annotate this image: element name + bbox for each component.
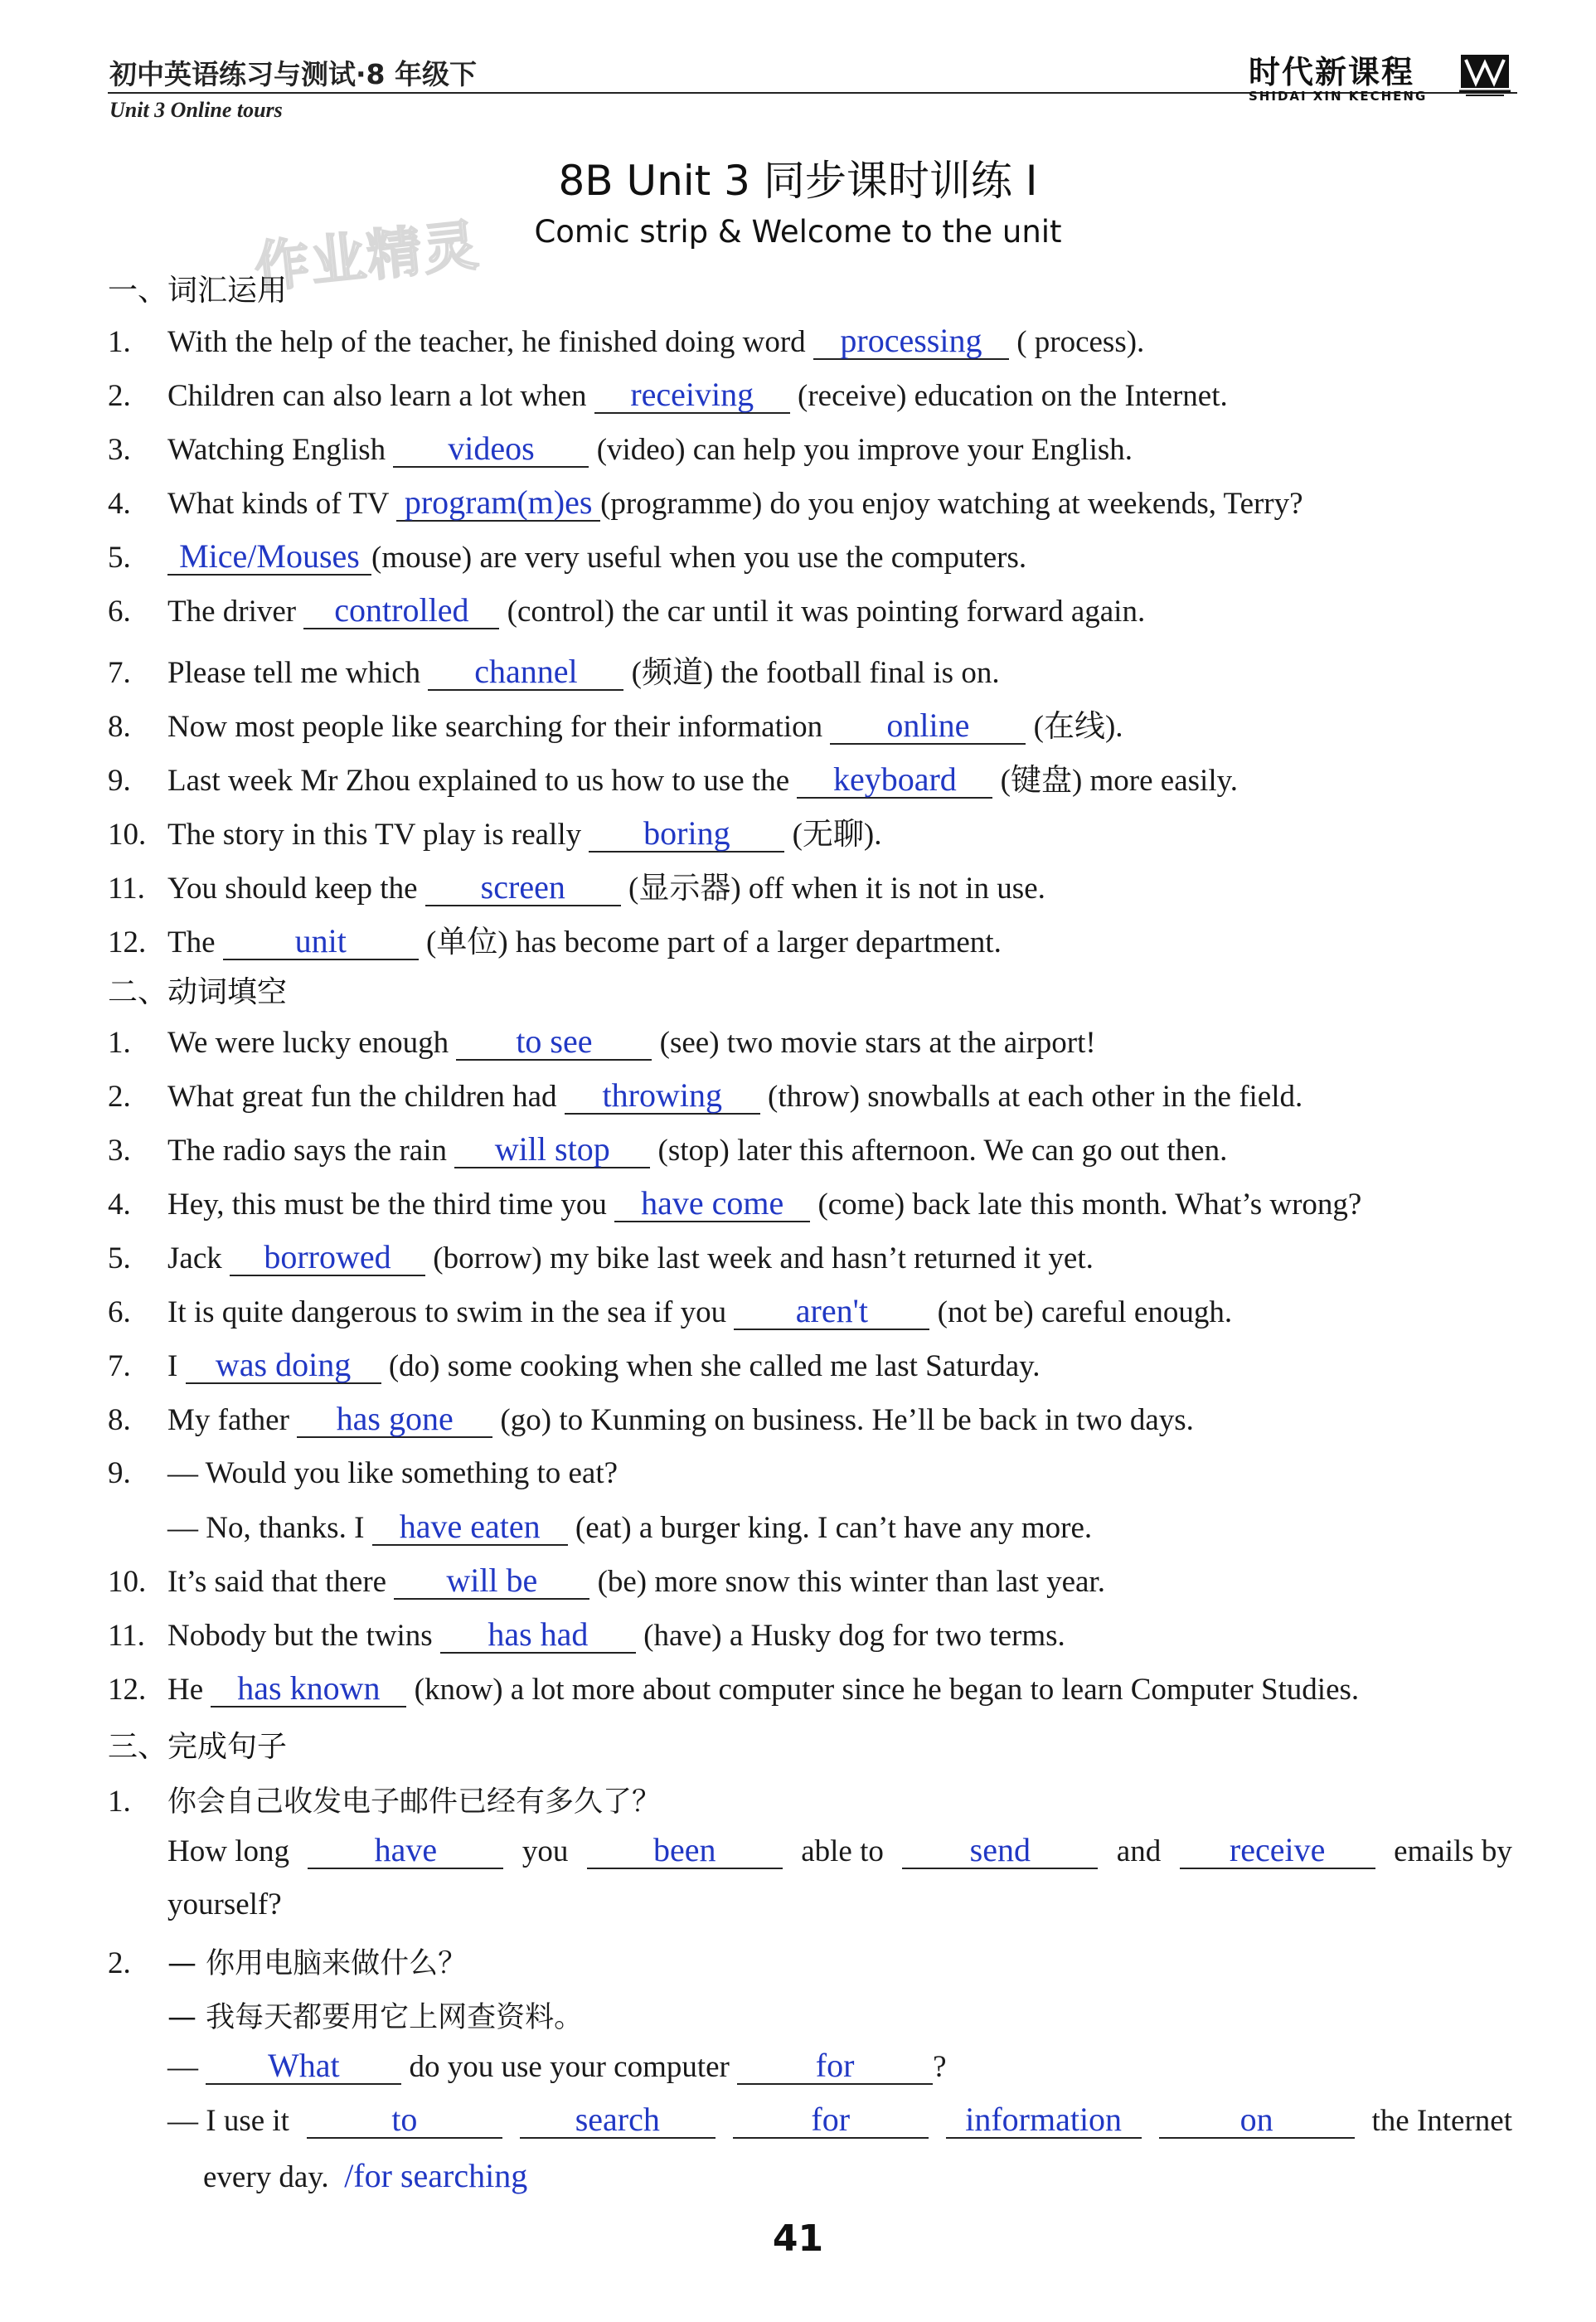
exercise-line xyxy=(108,1941,467,1982)
item-number: 10. xyxy=(108,818,147,852)
item-number: 4. xyxy=(108,1188,131,1222)
exercise-line xyxy=(108,1294,1232,1330)
section-heading-complete-sentences: 三、完成句子 xyxy=(108,1730,288,1764)
sentence-text: able to xyxy=(801,1834,884,1868)
brand-logo xyxy=(1249,46,1514,104)
sentence-text: The story in this TV play is really xyxy=(167,818,589,852)
sentence-text: (显示器) off when it is not in use. xyxy=(620,872,1045,906)
section-heading-verb-fill: 二、动词填空 xyxy=(108,975,288,1009)
item-number: 9. xyxy=(108,1456,131,1490)
sentence-text: (频道) the football final is on. xyxy=(623,656,1000,690)
answer-blank[interactable]: for xyxy=(733,2102,929,2139)
sentence-text: Please tell me which xyxy=(167,656,429,690)
answer-blank[interactable]: controlled xyxy=(303,593,499,629)
answer-blank[interactable]: boring xyxy=(589,816,784,853)
answer-blank[interactable]: Mice/Mouses xyxy=(167,539,371,576)
sentence-text: (throw) snowballs at each other in the field. xyxy=(759,1080,1303,1114)
item-number: 2. xyxy=(108,1946,131,1980)
exercise-line xyxy=(167,1833,1512,1869)
answer-blank[interactable]: was doing xyxy=(186,1348,381,1384)
answer-blank[interactable]: for xyxy=(737,2048,933,2085)
sentence-text: — I use it xyxy=(167,2104,289,2138)
exercise-line xyxy=(108,1240,1094,1276)
sentence-text: Now most people like searching for their information xyxy=(167,710,831,744)
exercise-line xyxy=(108,862,1045,907)
item-number: 9. xyxy=(108,764,131,798)
exercise-line xyxy=(108,593,1145,629)
exercise-line xyxy=(108,1186,1361,1222)
sentence-text: It’s said that there xyxy=(167,1565,395,1599)
sentence-text: The xyxy=(167,925,223,959)
unit-label: Unit 3 Online tours xyxy=(109,98,283,122)
item-number: 2. xyxy=(108,1080,131,1114)
sentence-text: the Internet xyxy=(1371,2104,1512,2138)
answer-blank[interactable]: have xyxy=(308,1833,503,1869)
exercise-line xyxy=(108,1348,1041,1384)
sentence-text: (not be) careful enough. xyxy=(929,1295,1233,1329)
exercise-line xyxy=(108,1617,1065,1654)
page-subtitle: Comic strip & Welcome to the unit xyxy=(534,214,1062,250)
answer-blank[interactable]: videos xyxy=(393,431,589,468)
answer-blank[interactable]: has had xyxy=(440,1617,636,1654)
answer-blank[interactable]: online xyxy=(830,708,1026,745)
sentence-text: (do) some cooking when she called me last Saturday. xyxy=(381,1349,1041,1383)
exercise-line xyxy=(203,2156,527,2195)
sentence-text: yourself? xyxy=(167,1887,282,1921)
sentence-text: (go) to Kunming on business. He’ll be back in two days. xyxy=(492,1403,1194,1437)
item-number: 2. xyxy=(108,379,131,413)
alternative-answer: /for searching xyxy=(344,2157,528,2194)
sentence-text: (programme) do you enjoy watching at weekends, Terry? xyxy=(600,487,1303,521)
answer-blank[interactable]: to see xyxy=(456,1024,652,1061)
sentence-text: emails by xyxy=(1394,1834,1512,1868)
chinese-prompt: 你会自己收发电子邮件已经有多久了？ xyxy=(167,1785,662,1819)
sentence-text: every day. xyxy=(203,2160,329,2194)
exercise-line xyxy=(108,377,1228,414)
exercise-line xyxy=(167,2048,947,2085)
exercise-line xyxy=(108,1671,1359,1707)
sentence-text: — No, thanks. I xyxy=(167,1511,372,1545)
sentence-text: The driver xyxy=(167,595,304,629)
answer-blank[interactable]: unit xyxy=(223,924,419,960)
sentence-text: (单位) has become part of a larger department. xyxy=(418,925,1002,959)
item-number: 4. xyxy=(108,487,131,521)
chinese-prompt: — 我每天都要用它上网查资料。 xyxy=(167,2001,584,2034)
sentence-text: (be) more snow this winter than last year. xyxy=(589,1565,1105,1599)
sentence-text: (control) the car until it was pointing forward again. xyxy=(499,595,1146,629)
exercise-line xyxy=(108,1455,618,1491)
sentence-text: Last week Mr Zhou explained to us how to use the xyxy=(167,764,798,798)
exercise-line xyxy=(108,755,1238,799)
item-number: 5. xyxy=(108,1241,131,1275)
answer-blank[interactable]: will be xyxy=(394,1563,589,1600)
sentence-text: and xyxy=(1116,1834,1162,1868)
sentence-text: You should keep the xyxy=(167,872,425,906)
answer-blank[interactable]: screen xyxy=(425,870,621,906)
answer-blank[interactable]: aren't xyxy=(734,1294,929,1330)
item-number: 7. xyxy=(108,656,131,690)
answer-blank[interactable]: have eaten xyxy=(372,1509,568,1546)
sentence-text: What kinds of TV xyxy=(167,487,397,521)
item-number: 1. xyxy=(108,1026,131,1060)
watermark: 作业精灵 xyxy=(251,212,483,300)
answer-blank[interactable]: has known xyxy=(211,1671,406,1707)
answer-blank[interactable]: on xyxy=(1159,2102,1355,2139)
sentence-text: — Would you like something to eat? xyxy=(167,1456,619,1490)
exercise-line xyxy=(108,1563,1105,1600)
sentence-text: (receive) education on the Internet. xyxy=(789,379,1228,413)
item-number: 11. xyxy=(108,872,145,906)
sentence-text: ( process). xyxy=(1008,325,1145,359)
answer-blank[interactable]: search xyxy=(520,2102,716,2139)
exercise-line xyxy=(108,323,1144,360)
sentence-text: Hey, this must be the third time you xyxy=(167,1188,615,1222)
answer-blank[interactable]: channel xyxy=(428,654,623,691)
sentence-text: We were lucky enough xyxy=(167,1026,457,1060)
sentence-text: (在线). xyxy=(1026,710,1123,744)
item-number: 3. xyxy=(108,1134,131,1168)
item-number: 7. xyxy=(108,1349,131,1383)
sentence-text: He xyxy=(167,1673,211,1707)
sentence-text: Watching English xyxy=(167,433,394,467)
sentence-text: (come) back late this month. What’s wrong? xyxy=(810,1188,1362,1222)
answer-blank[interactable]: have come xyxy=(614,1186,810,1222)
chinese-prompt: — 你用电脑来做什么？ xyxy=(167,1947,468,1980)
answer-blank[interactable]: processing xyxy=(813,323,1009,360)
exercise-line xyxy=(167,1509,1092,1546)
sentence-text: (无聊). xyxy=(784,818,882,852)
sentence-text: Children can also learn a lot when xyxy=(167,379,594,413)
series-title: 初中英语练习与测试·8 年级下 xyxy=(109,58,477,90)
sentence-text: (eat) a burger king. I can’t have any more. xyxy=(567,1511,1093,1545)
answer-blank[interactable]: to xyxy=(307,2102,502,2139)
sentence-text: It is quite dangerous to swim in the sea if you xyxy=(167,1295,735,1329)
item-number: 5. xyxy=(108,541,131,575)
sentence-text: The radio says the rain xyxy=(167,1134,455,1168)
item-number: 10. xyxy=(108,1565,147,1599)
brand-name-en: SHIDAI XIN KECHENG xyxy=(1249,89,1428,104)
sentence-text: I xyxy=(167,1349,186,1383)
sentence-text: Nobody but the twins xyxy=(167,1619,440,1653)
sentence-text: (see) two movie stars at the airport! xyxy=(652,1026,1096,1060)
exercise-line xyxy=(108,701,1123,746)
answer-blank[interactable]: send xyxy=(902,1833,1098,1869)
exercise-line xyxy=(108,1132,1227,1168)
answer-blank[interactable]: will stop xyxy=(454,1132,650,1168)
sentence-text: ? xyxy=(933,2050,947,2084)
sentence-text: My father xyxy=(167,1403,298,1437)
item-number: 3. xyxy=(108,433,131,467)
exercise-line xyxy=(108,1779,661,1820)
item-number: 8. xyxy=(108,710,131,744)
exercise-line xyxy=(108,1024,1096,1061)
exercise-line xyxy=(167,1887,282,1922)
page-number: 41 xyxy=(772,2218,824,2260)
sentence-text: (know) a lot more about computer since he began to learn Computer Studies. xyxy=(406,1673,1360,1707)
answer-blank[interactable]: keyboard xyxy=(797,762,992,799)
exercise-line xyxy=(108,647,1000,692)
exercise-line xyxy=(167,1994,583,2036)
answer-blank[interactable]: borrowed xyxy=(230,1240,425,1276)
exercise-line xyxy=(167,2102,1512,2139)
sentence-text: With the help of the teacher, he finished doing word xyxy=(167,325,813,359)
section-heading-vocabulary: 一、词汇运用 xyxy=(108,274,288,308)
sentence-text: (video) can help you improve your English. xyxy=(589,433,1133,467)
answer-blank[interactable]: program(m)es xyxy=(396,485,600,522)
exercise-line xyxy=(108,485,1303,522)
answer-blank[interactable]: information xyxy=(946,2102,1142,2139)
brand-mark-icon xyxy=(1459,51,1511,96)
sentence-text: (borrow) my bike last week and hasn’t returned it yet. xyxy=(425,1241,1094,1275)
dash: — xyxy=(167,2050,198,2084)
exercise-line xyxy=(108,809,882,853)
item-number: 1. xyxy=(108,1785,131,1819)
sentence-text: What great fun the children had xyxy=(167,1080,565,1114)
exercise-line xyxy=(108,916,1002,961)
sentence-text: How long xyxy=(167,1834,289,1868)
exercise-line xyxy=(108,539,1026,576)
page-title: 8B Unit 3 同步课时训练 I xyxy=(558,157,1038,205)
answer-blank[interactable]: has gone xyxy=(297,1401,492,1438)
answer-blank[interactable]: throwing xyxy=(565,1078,760,1115)
sentence-text: Jack xyxy=(167,1241,230,1275)
item-number: 12. xyxy=(108,925,147,959)
answer-blank[interactable]: What xyxy=(206,2048,401,2085)
sentence-text: (键盘) more easily. xyxy=(992,764,1238,798)
exercise-line xyxy=(108,1401,1194,1438)
exercise-line xyxy=(108,431,1133,468)
sentence-text: you xyxy=(521,1834,569,1868)
item-number: 8. xyxy=(108,1403,131,1437)
brand-name-cn: 时代新课程 xyxy=(1249,54,1415,90)
sentence-text: (stop) later this afternoon. We can go out then. xyxy=(650,1134,1228,1168)
exercise-line xyxy=(108,1078,1303,1115)
sentence-text: (mouse) are very useful when you use the computers. xyxy=(371,541,1027,575)
item-number: 6. xyxy=(108,1295,131,1329)
item-number: 11. xyxy=(108,1619,145,1653)
item-number: 12. xyxy=(108,1673,147,1707)
answer-blank[interactable]: been xyxy=(587,1833,783,1869)
answer-blank[interactable]: receive xyxy=(1180,1833,1375,1869)
sentence-text: do you use your computer xyxy=(409,2050,730,2084)
answer-blank[interactable]: receiving xyxy=(594,377,790,414)
item-number: 6. xyxy=(108,595,131,629)
item-number: 1. xyxy=(108,325,131,359)
sentence-text: (have) a Husky dog for two terms. xyxy=(635,1619,1065,1653)
